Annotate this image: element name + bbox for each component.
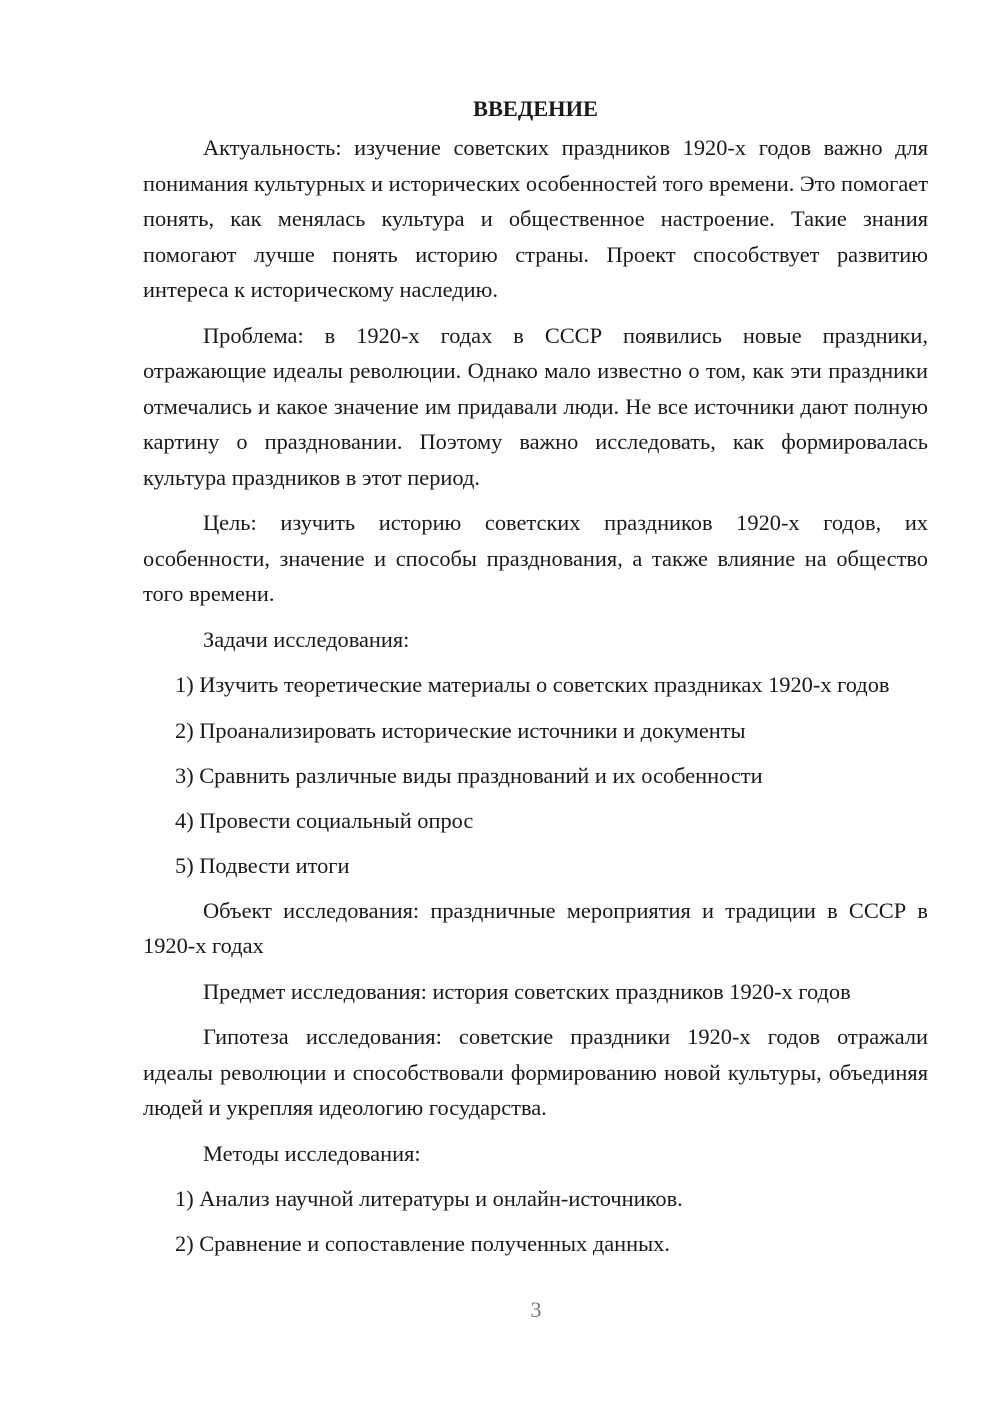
method-item: 1) Анализ научной литературы и онлайн-источников. <box>175 1186 683 1211</box>
task-item: 4) Провести социальный опрос <box>175 807 474 833</box>
task-item: 2) Проанализировать исторические источники и документы <box>175 717 746 743</box>
methods-title: Методы исследования: <box>203 1140 421 1166</box>
paragraph-hypothesis: Гипотеза исследования: советские праздники 1920-х годов отражали идеалы революции и способствовали формированию новой культуры, объединяя людей и укрепляя идеологию государства. <box>143 1024 928 1120</box>
paragraph-goal: Цель: изучить историю советских праздников 1920-х годов, их особенности, значение и способы празднования, а также влияние на общество того времени. <box>143 510 928 606</box>
task-item: 5) Подвести итоги <box>175 852 350 878</box>
paragraph-problem: Проблема: в 1920-х годах в СССР появились новые праздники, отражающие идеалы революции. Однако мало известно о том, как эти праздники отмечались и какое значение им придавали люди. Не все источники дают полную картину о праздновании. Поэтому важно исследовать, как формировалась культура праздников в этот период. <box>143 322 928 490</box>
page-number: 3 <box>530 1297 542 1322</box>
paragraph-subject: Предмет исследования: история советских праздников 1920-х годов <box>203 978 851 1004</box>
tasks-title: Задачи исследования: <box>203 626 410 652</box>
method-item: 2) Сравнение и сопоставление полученных данных. <box>175 1231 670 1256</box>
task-item: 3) Сравнить различные виды празднований и их особенности <box>175 762 763 788</box>
paragraph-object: Объект исследования: праздничные мероприятия и традиции в СССР в 1920-х годах <box>143 897 928 958</box>
page-content <box>143 94 928 1271</box>
page-title: ВВЕДЕНИЕ <box>473 96 598 121</box>
paragraph-relevance: Актуальность: изучение советских праздников 1920-х годов важно для понимания культурных и исторических особенностей того времени. Это помогает понять, как менялась культура и общественное настроение. Такие знания помогают лучше понять историю страны. Проект способствует развитию интереса к историческому наследию. <box>143 135 928 302</box>
task-item: 1) Изучить теоретические материалы о советских праздниках 1920-х годов <box>175 672 890 697</box>
